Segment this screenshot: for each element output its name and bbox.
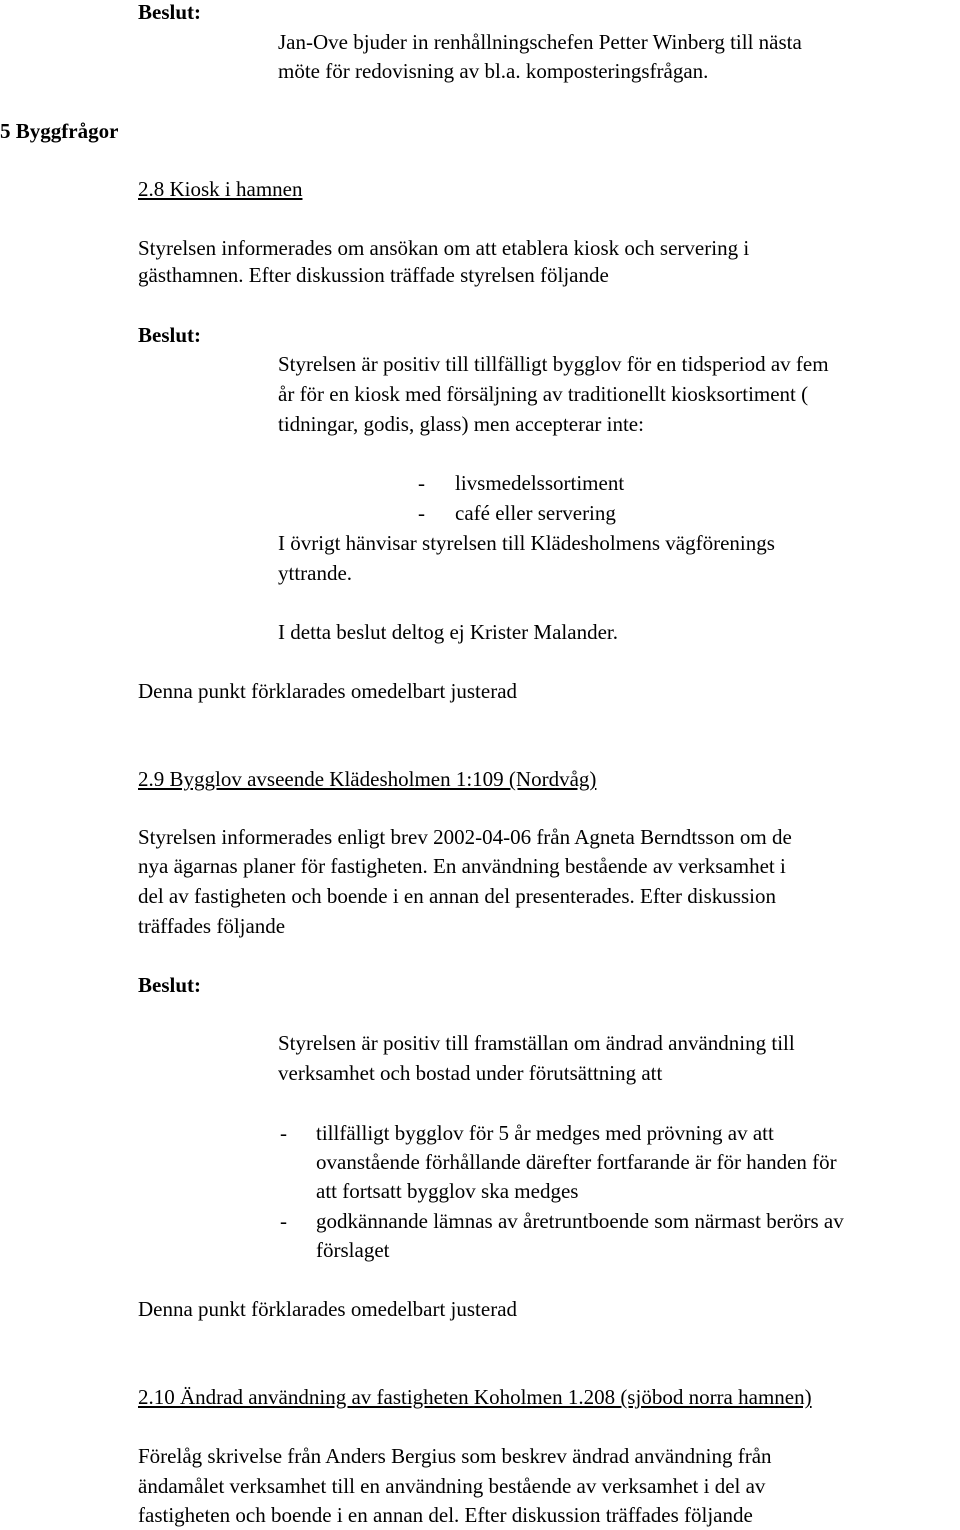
paragraph-line: gästhamnen. Efter diskussion träffade styrelsen följande: [138, 263, 609, 287]
bullet-dash: -: [280, 1209, 287, 1233]
decision-line: Styrelsen är positiv till framställan om ändrad användning till: [278, 1031, 795, 1055]
item-heading-2-9: 2.9 Bygglov avseende Klädesholmen 1:109 (Nordvåg): [138, 767, 597, 791]
item-heading-2-8: 2.8 Kiosk i hamnen: [138, 177, 303, 201]
section-heading: 5 Byggfrågor: [0, 119, 119, 143]
exclusion-item: livsmedelssortiment: [455, 471, 625, 495]
condition-line: godkännande lämnas av åretruntboende som närmast berörs av: [316, 1209, 844, 1233]
bullet-dash: -: [418, 471, 425, 495]
adjusted-note: Denna punkt förklarades omedelbart justerad: [138, 1297, 518, 1321]
adjusted-note: Denna punkt förklarades omedelbart justerad: [138, 679, 518, 703]
paragraph-line: träffades följande: [138, 914, 286, 938]
decision-line: tidningar, godis, glass) men accepterar inte:: [278, 412, 644, 436]
recusal-note: I detta beslut deltog ej Krister Malander.: [278, 620, 618, 644]
paragraph-line: ändamålet verksamhet till en användning bestående av verksamhet i del av: [138, 1474, 766, 1498]
paragraph-line: Förelåg skrivelse från Anders Bergius som beskrev ändrad användning från: [138, 1444, 772, 1468]
decision-line: år för en kiosk med försäljning av traditionellt kiosksortiment (: [278, 382, 809, 406]
condition-line: ovanstående förhållande därefter fortfarande är för handen för: [316, 1150, 837, 1174]
intro-line: Jan-Ove bjuder in renhållningschefen Petter Winberg till nästa: [278, 30, 802, 54]
intro-line: möte för redovisning av bl.a. komposteringsfrågan.: [278, 59, 709, 83]
decision-line: verksamhet och bostad under förutsättning att: [278, 1061, 663, 1085]
bullet-dash: -: [418, 501, 425, 525]
decision-line: Styrelsen är positiv till tillfälligt bygglov för en tidsperiod av fem: [278, 352, 829, 376]
item-heading-2-10: 2.10 Ändrad användning av fastigheten Koholmen 1.208 (sjöbod norra hamnen): [138, 1385, 812, 1409]
reference-line: yttrande.: [278, 561, 353, 585]
paragraph-line: nya ägarnas planer för fastigheten. En användning bestående av verksamhet i: [138, 854, 786, 878]
exclusion-item: café eller servering: [455, 501, 616, 525]
reference-line: I övrigt hänvisar styrelsen till Klädesholmens vägförenings: [278, 531, 775, 555]
beslut-label: Beslut:: [138, 0, 201, 24]
condition-line: förslaget: [316, 1238, 390, 1262]
condition-line: tillfälligt bygglov för 5 år medges med prövning av att: [316, 1121, 774, 1145]
condition-line: att fortsatt bygglov ska medges: [316, 1179, 579, 1203]
beslut-label: Beslut:: [138, 323, 201, 347]
beslut-label: Beslut:: [138, 973, 201, 997]
paragraph-line: fastigheten och boende i en annan del. Efter diskussion träffades följande: [138, 1503, 753, 1527]
paragraph-line: Styrelsen informerades om ansökan om att etablera kiosk och servering i: [138, 236, 750, 260]
paragraph-line: Styrelsen informerades enligt brev 2002-04-06 från Agneta Berndtsson om de: [138, 825, 792, 849]
bullet-dash: -: [280, 1121, 287, 1145]
paragraph-line: del av fastigheten och boende i en annan del presenterades. Efter diskussion: [138, 884, 776, 908]
